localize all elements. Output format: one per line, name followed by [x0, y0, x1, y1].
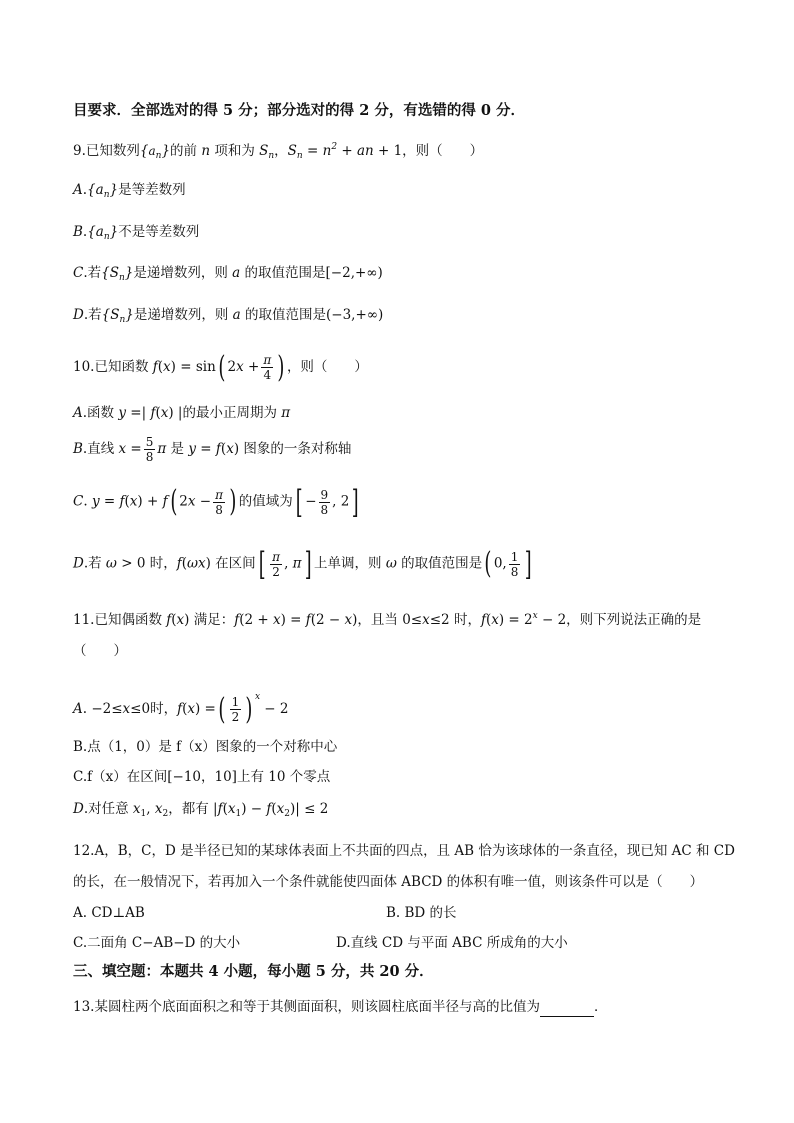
q11-stem: 11.已知偶函数 f(x) 满足：f(2 + x) = f(2 − x)，且当 0≤x≤2 时，$f(x) = 2^x - 2$，则下列说法正确的是 [73, 611, 702, 628]
q9-option-d: D.若$\{S_n\}$是递增数列，则 a 的取值范围是(−3,+∞) [73, 307, 384, 325]
q9-option-b: $B.\{a_n\}$不是等差数列 [73, 224, 200, 242]
q9-stem: 9.已知数列$\{a_n\}$的前 n 项和为 $S_n$，$S_n = n^2$ + an + 1，则（ ） [73, 142, 484, 161]
q11-option-b: B.点（1，0）是 f（x）图象的一个对称中心 [73, 739, 338, 755]
q9-option-a: $A.\{a_n\}$是等差数列 [73, 182, 186, 200]
q11-option-a: A. −2≤x≤0时，f(x) =( $\frac{1}{2}$ ) $^x$ − 2 [73, 691, 289, 727]
q12-stem-line1: 12.A，B，C，D 是半径已知的某球体表面上不共面的四点，且 AB 恰为该球体的一条直径，现已知 AC 和 CD [73, 843, 735, 859]
q10-option-b: B.直线 x = $\frac{5}{8}$ π 是 y = f(x) 图象的一条对称轴 [73, 435, 352, 464]
q12-option-b: B. BD 的长 [386, 905, 457, 921]
q12-option-a: A. CD⊥AB [73, 905, 145, 921]
q10-option-c: C. y = f(x) + f( 2x − $\frac{\pi}{8}$ ) 的值域为[ − $\frac{9}{8}$ , 2] [73, 483, 360, 521]
q11-stem-cont: （ ） [73, 643, 127, 659]
q10-option-d: D.若 ω > 0 时，f(ωx) 在区间[ $\frac{\pi}{2}$ , π] 上单调，则 ω 的取值范围是( 0, $\frac{1}{8}$ ] [73, 545, 533, 583]
q11-option-c: C.f（x）在区间[−10，10]上有 10 个零点 [73, 769, 331, 785]
q12-options-row1 [73, 903, 724, 923]
q10-stem: 10.已知函数 f(x) = sin( 2x + $\frac{\pi}{4}$ ) ，则（ ） [73, 349, 368, 385]
q12-stem-line2: 的长，在一般情况下，若再加入一个条件就能使四面体 ABCD 的体积有唯一值，则该条件可以是（ ） [73, 874, 704, 890]
answer-blank[interactable] [540, 1002, 594, 1017]
q11-option-d: D.对任意 $x_1$, $x_2$，都有 $|f(x_1) - f(x_2)| \le 2$ [73, 801, 329, 819]
section-3-heading: 三、填空题：本题共 4 小题，每小题 5 分，共 20 分． [73, 963, 434, 980]
q10-option-a: A.函数 y =| f(x) |的最小正周期为 π [73, 405, 291, 421]
section-instruction: 目要求．全部选对的得 5 分；部分选对的得 2 分，有选错的得 0 分． [73, 102, 526, 119]
q9-option-c: C.若$\{S_n\}$是递增数列，则 a 的取值范围是[−2,+∞) [73, 265, 383, 283]
q12-options-row2 [73, 933, 724, 953]
q12-option-c: C.二面角 C−AB−D 的大小 [73, 935, 241, 951]
q13-stem: 13.某圆柱两个底面面积之和等于其侧面面积，则该圆柱底面半径与高的比值为 ． [73, 999, 608, 1015]
q12-option-d: D.直线 CD 与平面 ABC 所成角的大小 [336, 935, 568, 951]
q13-text: 13.某圆柱两个底面面积之和等于其侧面面积，则该圆柱底面半径与高的比值为 [73, 999, 540, 1015]
